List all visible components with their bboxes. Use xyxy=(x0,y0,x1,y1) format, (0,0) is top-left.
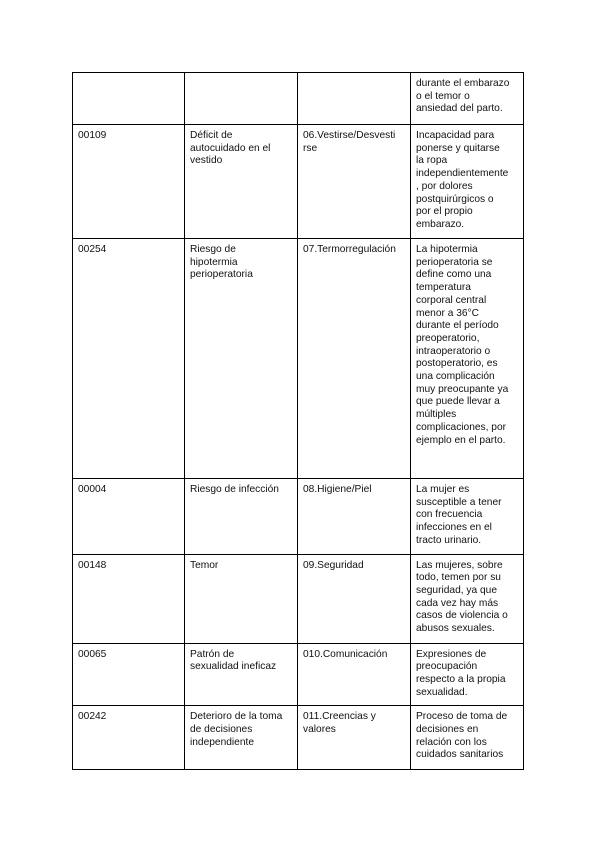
diagnosis-cell: Riesgo de hipotermia perioperatoria xyxy=(185,239,298,479)
table-body xyxy=(73,73,524,770)
code-cell: 00148 xyxy=(73,554,185,643)
table-row xyxy=(73,706,524,770)
description-cell: Las mujeres, sobre todo, temen por su seguridad, ya que cada vez hay más casos de violencia o abusos sexuales. xyxy=(411,554,524,643)
domain-cell: 011.Creencias y valores xyxy=(298,706,411,770)
domain-cell: 06.Vestirse/Desvesti rse xyxy=(298,125,411,239)
code-cell: 00065 xyxy=(73,643,185,706)
code-cell xyxy=(73,73,185,125)
code-cell: 00109 xyxy=(73,125,185,239)
diagnosis-cell: Temor xyxy=(185,554,298,643)
table-row xyxy=(73,554,524,643)
table-row xyxy=(73,643,524,706)
domain-cell xyxy=(298,73,411,125)
code-cell: 00242 xyxy=(73,706,185,770)
diagnosis-cell xyxy=(185,73,298,125)
table-row xyxy=(73,73,524,125)
diagnosis-cell: Patrón de sexualidad ineficaz xyxy=(185,643,298,706)
domain-cell: 08.Higiene/Piel xyxy=(298,479,411,555)
diagnosis-cell: Déficit de autocuidado en el vestido xyxy=(185,125,298,239)
description-cell: durante el embarazo o el temor o ansiedad del parto. xyxy=(411,73,524,125)
description-cell: La mujer es susceptible a tener con frecuencia infecciones en el tracto urinario. xyxy=(411,479,524,555)
domain-cell: 07.Termorregulación xyxy=(298,239,411,479)
domain-cell: 010.Comunicación xyxy=(298,643,411,706)
domain-cell: 09.Seguridad xyxy=(298,554,411,643)
description-cell: Incapacidad para ponerse y quitarse la ropa independientemente , por dolores postquirúrgicos o por el propio embarazo. xyxy=(411,125,524,239)
description-cell: Proceso de toma de decisiones en relación con los cuidados sanitarios xyxy=(411,706,524,770)
nursing-diagnosis-table xyxy=(72,72,524,770)
table-row xyxy=(73,479,524,555)
description-cell: La hipotermia perioperatoria se define como una temperatura corporal central menor a 36°C durante el período preoperatorio, intraoperatorio o postoperatorio, es una complicación muy preocupante ya que puede llevar a múltiples complicaciones, por ejemplo en el parto. xyxy=(411,239,524,479)
diagnosis-cell: Deterioro de la toma de decisiones independiente xyxy=(185,706,298,770)
diagnosis-cell: Riesgo de infección xyxy=(185,479,298,555)
code-cell: 00254 xyxy=(73,239,185,479)
table-row xyxy=(73,125,524,239)
table-row xyxy=(73,239,524,479)
description-cell: Expresiones de preocupación respecto a la propia sexualidad. xyxy=(411,643,524,706)
code-cell: 00004 xyxy=(73,479,185,555)
